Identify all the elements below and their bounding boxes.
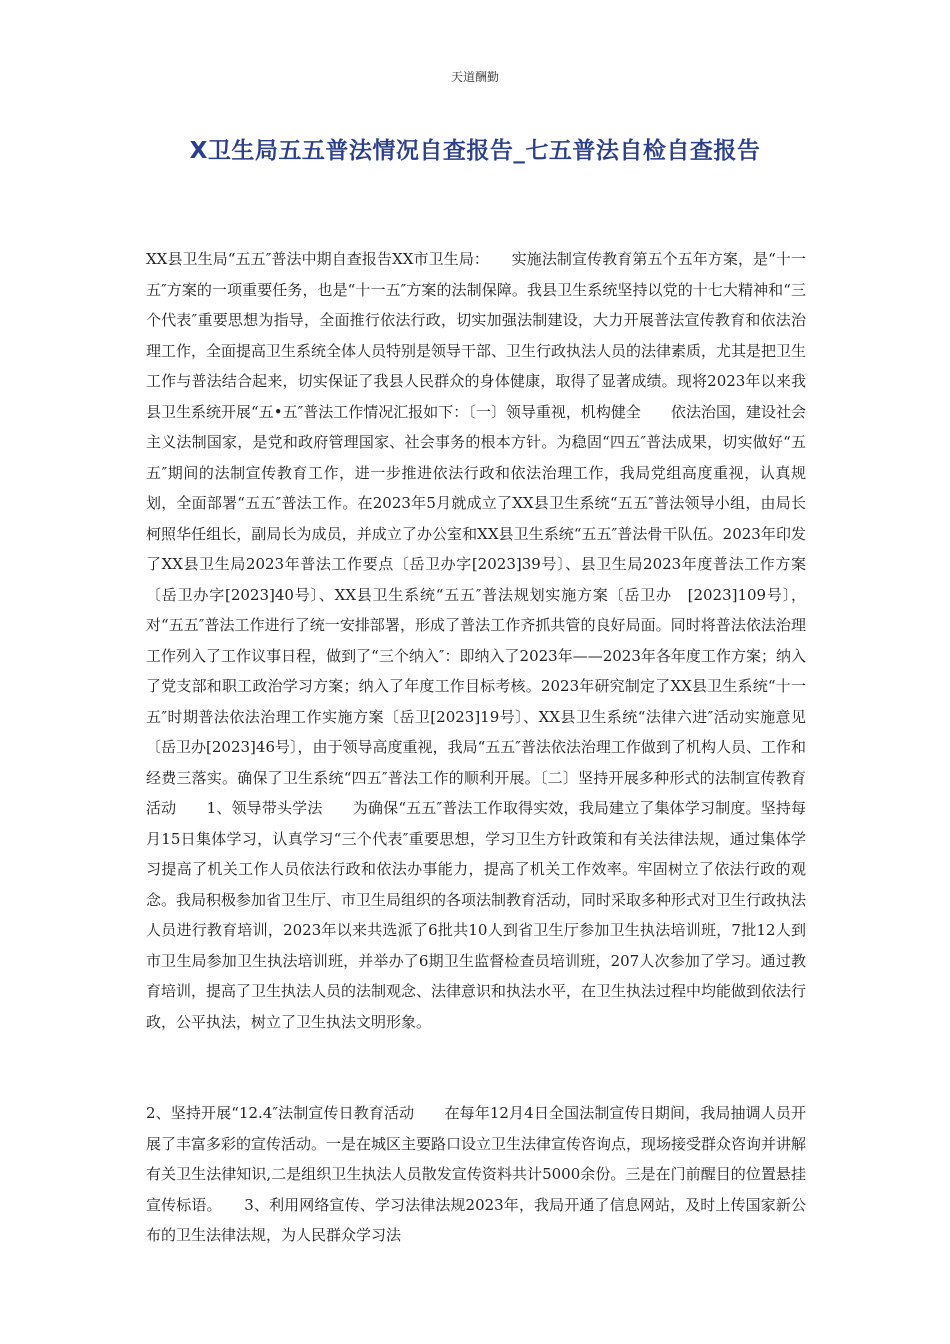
page-header: 天道酬勤 — [450, 70, 499, 84]
body-paragraph: 2、坚持开展“12.4″法制宣传日教育活动 在每年12月4日全国法制宣传日期间，我局抽调人员开展了丰富多彩的宣传活动。一是在城区主要路口设立卫生法律宣传咨询点，现场接受群众咨询并讲解有关卫生法律知识,二是组织卫生执法人员散发宣传资料共计5000余份。三是在门前醒目的位置悬挂宣传标语。 3、利用网络宣传、学习法律法规2023年，我局开通了信息网站，及时上传国家新公布的卫生法律法规，为人民群众学习法 — [146, 1104, 807, 1244]
document-body — [146, 183, 806, 1312]
document-title: X卫生局五五普法情况自查报告_七五普法自检自查报告 — [189, 138, 761, 164]
body-paragraph: XX县卫生局“五五″普法中期自查报告XX市卫生局： 实施法制宣传教育第五个五年方案，是“十一五″方案的一项重要任务，也是“十一五″方案的法制保障。我县卫生系统坚持以党的十七大精神和“三个代表″重要思想为指导，全面推行依法行政，切实加强法制建设，大力开展普法宣传教育和依法治理工作，全面提高卫生系统全体人员特别是领导干部、卫生行政执法人员的法律素质，尤其是把卫生工作与普法结合起来，切实保证了我县人民群众的身体健康，取得了显著成绩。现将2023年以来我县卫生系统开展“五•五″普法工作情况汇报如下：〔一〕领导重视，机构健全 依法治国，建设社会主义法制国家，是党和政府管理国家、社会事务的根本方针。为稳固“四五″普法成果，切实做好“五五″期间的法制宣传教育工作，进一步推进依法行政和依法治理工作，我局党组高度重视，认真规划，全面部署“五五″普法工作。在2023年5月就成立了XX县卫生系统“五五″普法领导小组，由局长柯照华任组长，副局长为成员，并成立了办公室和XX县卫生系统“五五″普法骨干队伍。2023年印发了XX县卫生局2023年普法工作要点〔岳卫办字[2023]39号〕、县卫生局2023年度普法工作方案〔岳卫办字[2023]40号〕、XX县卫生系统“五五″普法规划实施方案〔岳卫办 [2023]109号〕，对“五五″普法工作进行了统一安排部署，形成了普法工作齐抓共管的良好局面。同时将普法依法治理工作列入了工作议事日程，做到了“三个纳入″：即纳入了2023年——2023年各年度工作方案；纳入了党支部和职工政治学习方案；纳入了年度工作目标考核。2023年研究制定了XX县卫生系统“十一五″时期普法依法治理工作实施方案〔岳卫[2023]19号〕、XX县卫生系统“法律六进″活动实施意见〔岳卫办[2023]46号〕，由于领导高度重视，我局“五五″普法依法治理工作做到了机构人员、工作和经费三落实。确保了卫生系统“四五″普法工作的顺利开展。〔二〕坚持开展多种形式的法制宣传教育活动 1、领导带头学法 为确保“五五″普法工作取得实效，我局建立了集体学习制度。坚持每月15日集体学习，认真学习“三个代表″重要思想，学习卫生方针政策和有关法律法规，通过集体学习提高了机关工作人员依法行政和依法办事能力，提高了机关工作效率。牢固树立了依法行政的观念。我局积极参加省卫生厅、市卫生局组织的各项法制教育活动，同时采取多种形式对卫生行政执法人员进行教育培训，2023年以来共选派了6批共10人到省卫生厅参加卫生执法培训班，7批12人到市卫生局参加卫生执法培训班，并举办了6期卫生监督检查员培训班，207人次参加了学习。通过教育培训，提高了卫生执法人员的法制观念、法律意识和执法水平，在卫生执法过程中均能做到依法行政，公平执法，树立了卫生执法文明形象。 — [146, 250, 807, 1031]
